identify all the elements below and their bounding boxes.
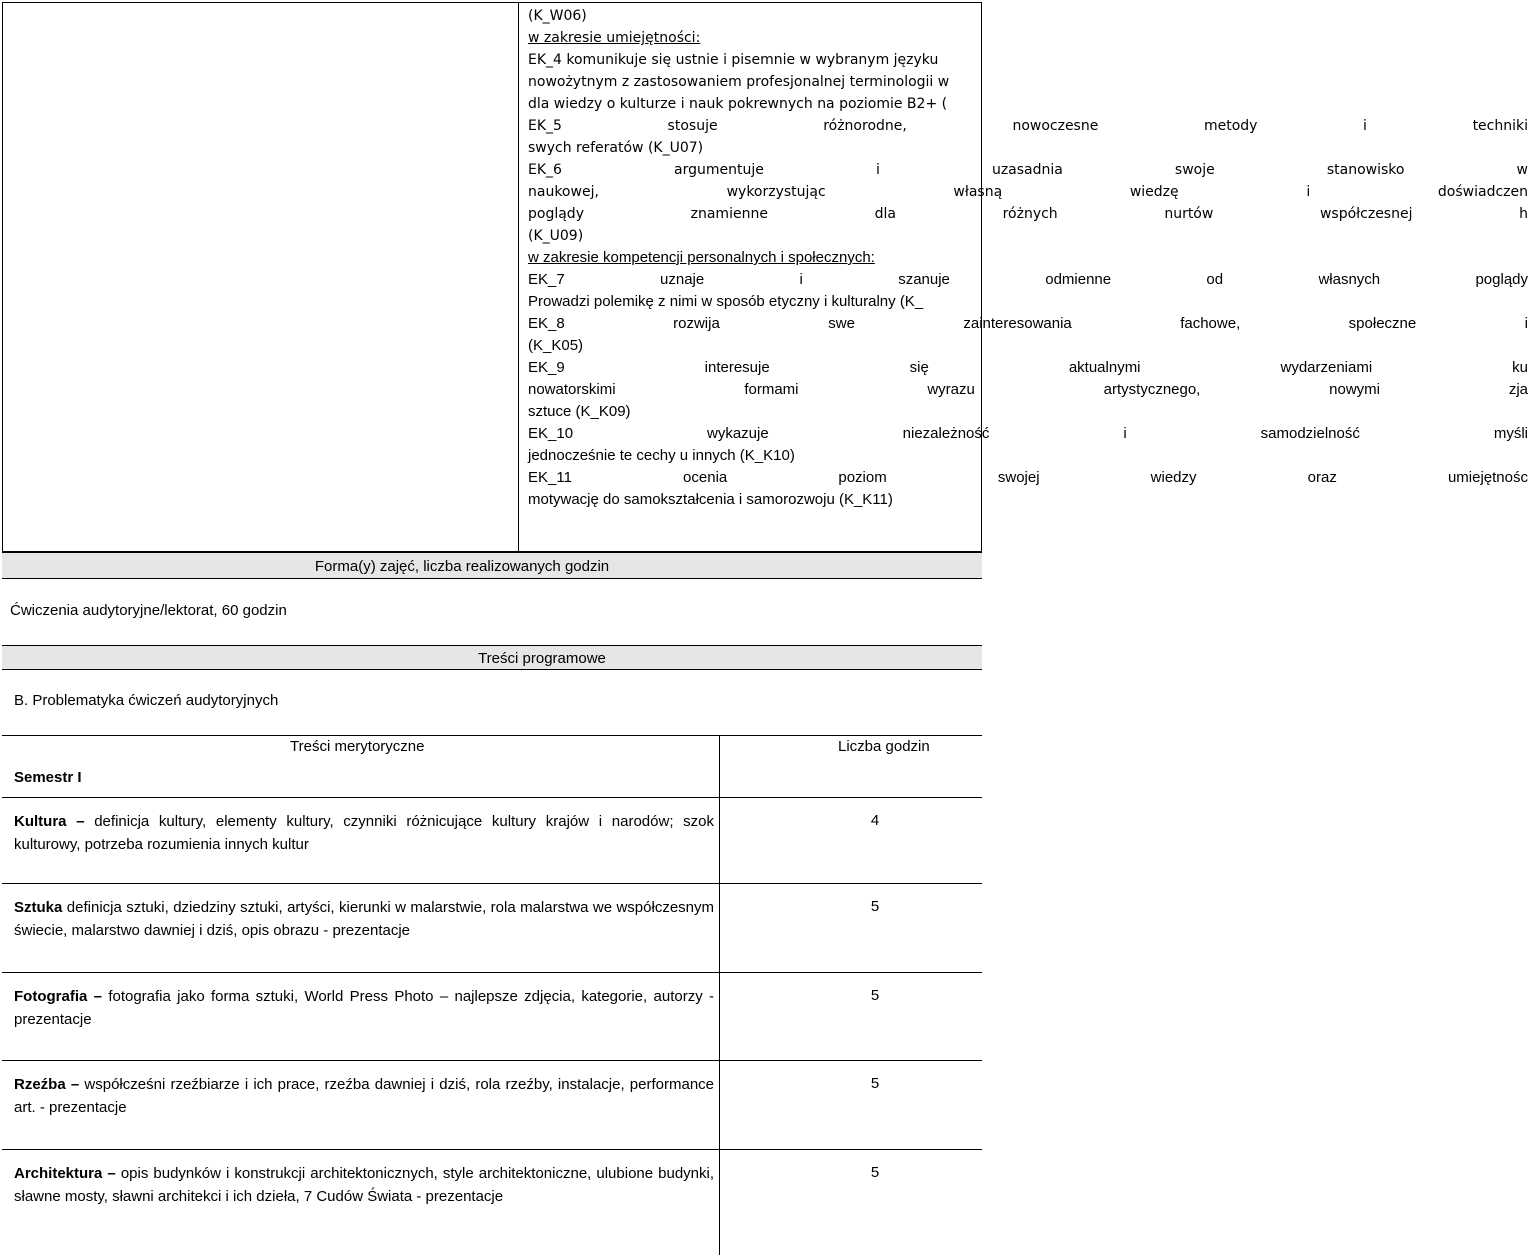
skills-line: EK_5 stosuje różnorodne, nowoczesne metody i techniki (528, 118, 1528, 134)
competence-line: EK_9 interesuje się aktualnymi wydarzeniami ku (528, 359, 1528, 376)
skills-line: EK_6 argumentuje i uzasadnia swoje stanowisko w (528, 162, 1528, 178)
semester-label: Semestr I (14, 769, 82, 786)
topic-description: definicja kultury, elementy kultury, czynniki różnicujące kultury krajów i narodów; szok kulturowy, potrzeba rozumienia innych kultur (14, 813, 715, 853)
skills-line: naukowej, wykorzystując własną wiedzę i doświadczen (528, 184, 1528, 200)
topic-name: Kultura (14, 813, 67, 830)
topic-description: definicja sztuki, dziedziny sztuki, artyści, kierunki w malarstwie, rola malarstwa we współczesnym świecie, malarstwo dawniej i dziś, opis obrazu - prezentacje (14, 899, 715, 939)
topic-name: Rzeźba (14, 1076, 66, 1093)
table-row (14, 810, 714, 856)
program-header-bar (2, 645, 982, 670)
topic-dash: – (76, 813, 85, 830)
topic-name: Fotografia (14, 988, 88, 1005)
skills-line: EK_4 komunikuje się ustnie i pisemnie w wybranym języku (528, 52, 939, 68)
topic-description: opis budynków i konstrukcji architektonicznych, style architektoniczne, ulubione budynki, sławne mosty, sławni architekci i ich dzieła, 7 Cudów Świata - prezentacje (14, 1165, 715, 1205)
outcomes-divider (518, 2, 519, 552)
header-bottom-border (2, 797, 982, 798)
topic-name: Sztuka (14, 899, 63, 916)
skills-line: poglądy znamienne dla różnych nurtów współczesnej h (528, 206, 1528, 222)
skills-header: w zakresie umiejętności: (528, 30, 701, 46)
competence-line: jednocześnie te cechy u innych (K_K10) (528, 447, 795, 464)
forms-header-bar (2, 552, 982, 579)
skills-line: dla wiedzy o kulturze i nauk pokrewnych na poziomie B2+ ( (528, 96, 948, 112)
table-col-divider (719, 735, 720, 1255)
row-border (2, 883, 982, 884)
topic-description: fotografia jako forma sztuki, World Press Photo – najlepsze zdjęcia, kategorie, autorzy - prezentacje (14, 988, 714, 1028)
skills-line: (K_U09) (528, 228, 584, 244)
topic-dash: – (70, 1076, 80, 1093)
competence-line: EK_8 rozwija swe zainteresowania fachowe, społeczne i (528, 315, 1528, 332)
section-title: B. Problematyka ćwiczeń audytoryjnych (14, 692, 279, 709)
competence-line: Prowadzi polemikę z nimi w sposób etyczny i kulturalny (K_ (528, 293, 924, 310)
hours-cell: 5 (870, 1075, 880, 1092)
col-header-content: Treści merytoryczne (290, 738, 425, 755)
hours-cell: 5 (870, 987, 880, 1004)
hours-cell: 5 (870, 1164, 880, 1181)
row-border (2, 1149, 982, 1150)
competence-line: EK_10 wykazuje niezależność i samodzielność myśli (528, 425, 1528, 442)
table-row (14, 1162, 714, 1208)
forms-header: Forma(y) zajęć, liczba realizowanych godzin (314, 558, 610, 575)
table-row (14, 1073, 714, 1119)
topic-name: Architektura (14, 1165, 103, 1182)
table-row (14, 896, 714, 942)
competence-line: nowatorskimi formami wyrazu artystycznego, nowymi zja (528, 381, 1528, 398)
competence-line: EK_7 uznaje i szanuje odmienne od własnych poglądy (528, 271, 1528, 288)
skills-line: nowożytnym z zastosowaniem profesjonalnej terminologii w (528, 74, 950, 90)
competence-line: sztuce (K_K09) (528, 403, 631, 420)
table-row (14, 985, 714, 1031)
outcome-code: (K_W06) (528, 8, 587, 24)
topic-dash: – (93, 988, 102, 1005)
forms-value: Ćwiczenia audytoryjne/lektorat, 60 godzin (10, 602, 287, 619)
topic-dash: – (107, 1165, 116, 1182)
competence-line: (K_K05) (528, 337, 584, 354)
competence-line: motywację do samokształcenia i samorozwoju (K_K11) (528, 491, 893, 508)
row-border (2, 972, 982, 973)
topic-description: współcześni rzeźbiarze i ich prace, rzeźba dawniej i dziś, rola rzeźby, instalacje, performance art. - prezentacje (14, 1076, 715, 1116)
col-header-hours: Liczba godzin (838, 738, 930, 755)
competence-header: w zakresie kompetencji personalnych i społecznych: (528, 249, 875, 266)
program-header: Treści programowe (478, 650, 606, 667)
competence-line: EK_11 ocenia poziom swojej wiedzy oraz umiejętnośc (528, 469, 1528, 486)
row-border (2, 1060, 982, 1061)
outcomes-cell (528, 4, 1528, 524)
hours-cell: 4 (870, 812, 880, 829)
hours-cell: 5 (870, 898, 880, 915)
skills-line: swych referatów (K_U07) (528, 140, 704, 156)
table-top-border (2, 735, 982, 736)
